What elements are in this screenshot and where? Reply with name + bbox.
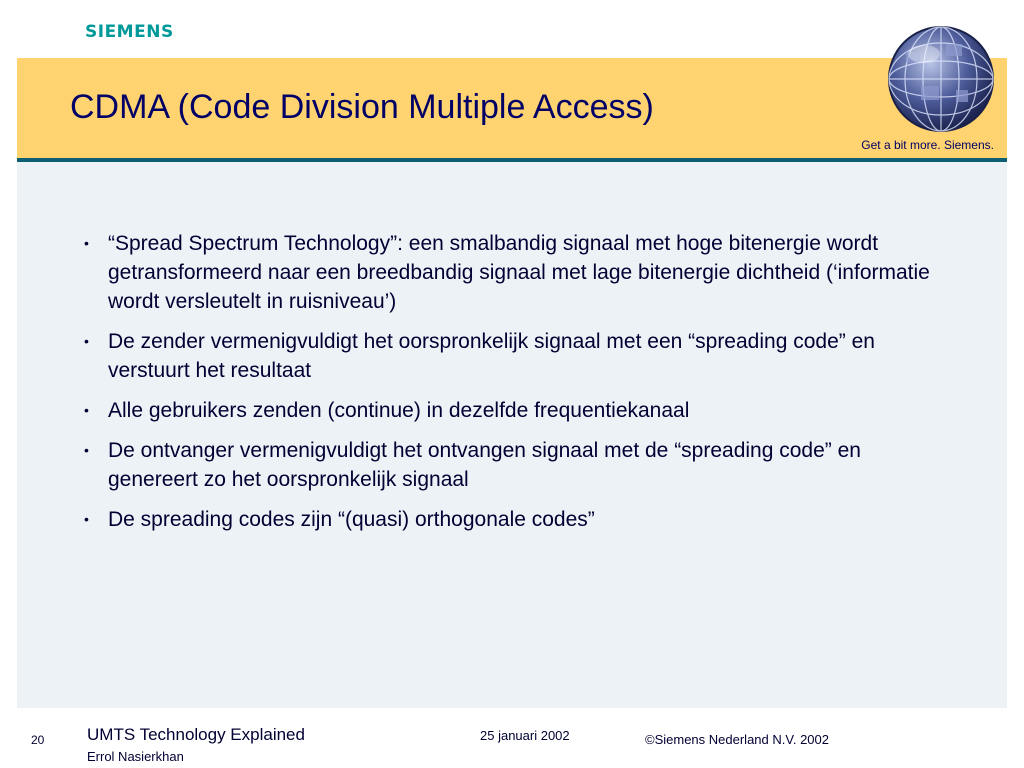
- footer-presentation-title: UMTS Technology Explained: [87, 725, 305, 744]
- bullet-marker: •: [84, 235, 89, 251]
- bullet-text: “Spread Spectrum Technology”: een smalbandig signaal met hoge bitenergie wordt getransformeerd naar een breedbandig signaal met lage bitenergie dichtheid (‘informatie wordt versleutelt in ruisniveau’): [108, 232, 930, 313]
- bullet-marker: •: [84, 333, 89, 349]
- bullet-marker: •: [84, 511, 89, 527]
- bullet-text: De zender vermenigvuldigt het oorspronkelijk signaal met een “spreading code” en verstuurt het resultaat: [108, 330, 875, 382]
- page-number: 20: [31, 733, 45, 747]
- slide-title: CDMA (Code Division Multiple Access): [70, 88, 654, 126]
- bullet-item: [84, 229, 944, 316]
- globe-icon: [886, 24, 996, 134]
- footer-date: 25 januari 2002: [480, 728, 570, 743]
- footer-author: Errol Nasierkhan: [87, 749, 184, 764]
- bullet-item: [84, 505, 944, 534]
- tagline: Get a bit more. Siemens.: [861, 138, 994, 152]
- bullet-text: De ontvanger vermenigvuldigt het ontvangen signaal met de “spreading code” en genereert zo het oorspronkelijk signaal: [108, 439, 861, 491]
- bullet-item: [84, 396, 944, 425]
- bullet-marker: •: [84, 442, 89, 458]
- bullet-marker: •: [84, 402, 89, 418]
- bullet-text: Alle gebruikers zenden (continue) in dezelfde frequentiekanaal: [108, 399, 690, 422]
- bullet-text: De spreading codes zijn “(quasi) orthogonale codes”: [108, 508, 595, 531]
- siemens-logo: SIEMENS: [85, 22, 174, 42]
- bullet-item: [84, 327, 944, 385]
- bullet-list: [84, 229, 944, 545]
- footer-copyright: ©Siemens Nederland N.V. 2002: [645, 732, 829, 747]
- bullet-item: [84, 436, 944, 494]
